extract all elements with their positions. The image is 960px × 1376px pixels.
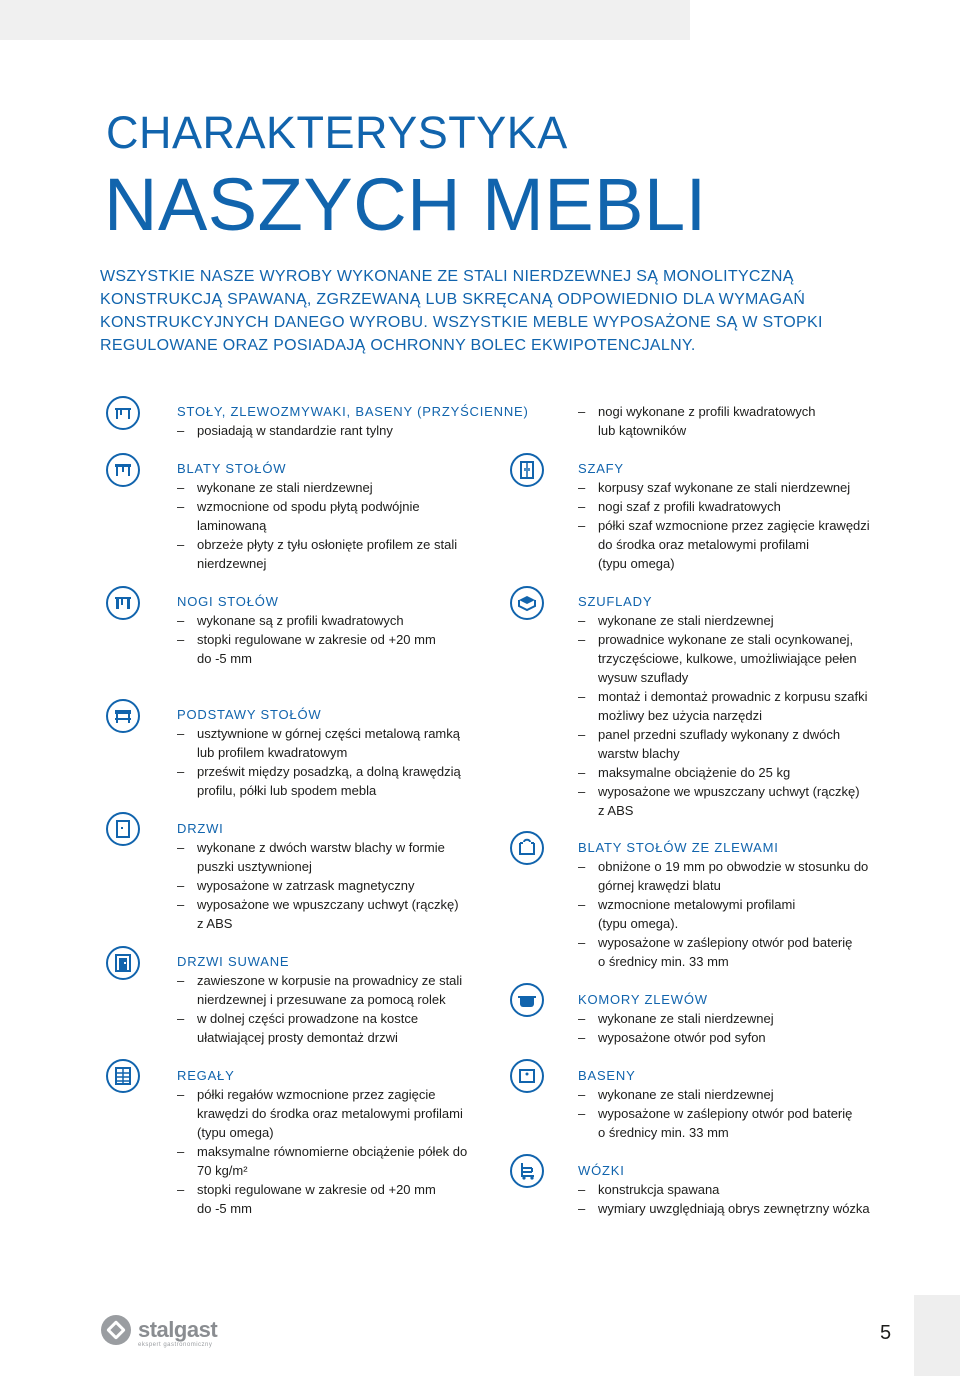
section-heading: REGAŁY (177, 1068, 235, 1083)
top-band (0, 0, 690, 40)
item-line: – prowadnice wykonane ze stali ocynkowanej, (598, 632, 854, 647)
item-line: puszki usztywnionej (197, 859, 312, 874)
list-item (578, 857, 868, 895)
item-line: – konstrukcja spawana (598, 1182, 720, 1197)
section-heading: STOŁY, ZLEWOZMYWAKI, BASENY (PRZYŚCIENNE) (177, 404, 529, 419)
sliding-door-icon (106, 946, 140, 980)
section-heading: BLATY STOŁÓW ZE ZLEWAMI (578, 840, 779, 855)
section-stoly (177, 402, 529, 440)
section-heading: DRZWI (177, 821, 224, 836)
section-heading: SZAFY (578, 461, 624, 476)
list-item (578, 516, 870, 573)
section-regaly (177, 1066, 467, 1218)
stalgast-logo-mark-icon (100, 1314, 132, 1346)
item-line: – półki regałów wzmocnione przez zagięcie (197, 1087, 436, 1102)
section-szuflady (578, 592, 868, 820)
page-title-line2: NASZYCH MEBLI (104, 163, 707, 246)
shelf-icon (106, 1059, 140, 1093)
item-line: ułatwiającej prosty demontaż drzwi (197, 1030, 398, 1045)
door-icon (106, 812, 140, 846)
table-legs-icon (106, 586, 140, 620)
list-item (177, 1085, 467, 1142)
intro-line: WSZYSTKIE NASZE WYROBY WYKONANE ZE STALI NIERDZEWNEJ SĄ MONOLITYCZNĄ (100, 268, 794, 285)
item-line: – nogi szaf z profili kwadratowych (598, 499, 781, 514)
sink-table-icon (510, 831, 544, 865)
list-item (578, 1180, 870, 1199)
item-line: – wymiary uwzględniają obrys zewnętrzny wózka (598, 1201, 870, 1216)
list-item (177, 497, 457, 535)
item-line: – wykonane ze stali nierdzewnej (197, 480, 373, 495)
section-baseny (578, 1066, 852, 1142)
section-blaty (177, 459, 457, 573)
item-line: profilu, półki lub spodem mebla (197, 783, 377, 798)
item-line: z ABS (598, 803, 634, 818)
intro-line: KONSTRUKCYJNYCH DANEGO WYROBU. WSZYSTKIE MEBLE WYPOSAŻONE SĄ W STOPKI (100, 314, 823, 331)
item-line: lub kątowników (598, 423, 687, 438)
stalgast-logo (100, 1314, 217, 1346)
section-blaty-zlewami (578, 838, 868, 971)
list-item (578, 1199, 870, 1218)
list-item (177, 1142, 467, 1180)
list-item (578, 611, 868, 630)
item-line: – obrzeże płyty z tyłu osłonięte profilem ze stali (197, 537, 458, 552)
section-heading: BASENY (578, 1068, 636, 1083)
item-line: – stopki regulowane w zakresie od +20 mm (197, 632, 436, 647)
item-line: – maksymalne obciążenie do 25 kg (598, 765, 791, 780)
section-heading: DRZWI SUWANE (177, 954, 290, 969)
list-item (578, 687, 868, 725)
item-line: trzyczęściowe, kulkowe, umożliwiające pełen (598, 651, 857, 666)
item-line: lub profilem kwadratowym (197, 745, 348, 760)
item-line: krawędzi do środka oraz metalowymi profilami (197, 1106, 463, 1121)
list-item (177, 876, 459, 895)
list-item (578, 497, 870, 516)
intro-line: REGULOWANE ORAZ POSIADAJĄ OCHRONNY BOLEC EKWIPOTENCJALNY. (100, 337, 696, 354)
list-item (578, 478, 870, 497)
item-line: o średnicy min. 33 mm (598, 954, 729, 969)
item-line: – wzmocnione metalowymi profilami (598, 897, 796, 912)
item-line: – usztywnione w górnej części metalową ramką (197, 726, 460, 741)
item-line: – obniżone o 19 mm po obwodzie w stosunku do (598, 859, 869, 874)
list-item (578, 763, 868, 782)
item-line: (typu omega) (598, 556, 675, 571)
item-line: do środka oraz metalowymi profilami (598, 537, 809, 552)
list-item (578, 630, 868, 687)
section-szafy (578, 459, 870, 573)
item-line: laminowaną (197, 518, 267, 533)
basin-icon (510, 1059, 544, 1093)
list-item (578, 1104, 852, 1142)
item-line: – panel przedni szuflady wykonany z dwóch (598, 727, 841, 742)
list-item (578, 725, 868, 763)
item-line: – półki szaf wzmocnione przez zagięcie krawędzi (598, 518, 870, 533)
intro-text (100, 265, 860, 357)
item-line: – wyposażone we wpuszczany uchwyt (rączkę) (598, 784, 860, 799)
table-icon (106, 396, 140, 430)
item-line: – wykonane ze stali nierdzewnej (598, 1011, 774, 1026)
item-line: – w dolnej części prowadzone na kostce (197, 1011, 419, 1026)
corner-block (914, 1295, 960, 1376)
section-drzwi (177, 819, 459, 933)
item-line: – prześwit między posadzką, a dolną krawędzią (197, 764, 461, 779)
item-line: – nogi wykonane z profili kwadratowych (598, 404, 816, 419)
item-line: – posiadają w standardzie rant tylny (197, 423, 393, 438)
item-line: o średnicy min. 33 mm (598, 1125, 729, 1140)
list-item (578, 895, 868, 933)
list-item (177, 421, 529, 440)
list-item (177, 630, 436, 668)
logo-name: stalgast (138, 1317, 218, 1342)
section-wozki (578, 1161, 870, 1218)
list-item (578, 1009, 774, 1028)
item-line: możliwy bez użycia narzędzi (598, 708, 763, 723)
item-line: nierdzewnej (197, 556, 267, 571)
section-heading: SZUFLADY (578, 594, 653, 609)
item-line: – stopki regulowane w zakresie od +20 mm (197, 1182, 436, 1197)
section-heading: WÓZKI (578, 1163, 625, 1178)
list-item (177, 724, 461, 762)
table-base-icon (106, 699, 140, 733)
section-heading: PODSTAWY STOŁÓW (177, 707, 322, 722)
item-line: wysuw szuflady (598, 670, 689, 685)
list-item (177, 971, 462, 1009)
list-item (578, 782, 868, 820)
item-line: – wykonane z dwóch warstw blachy w formie (197, 840, 445, 855)
list-item (177, 1009, 462, 1047)
item-line: 70 kg/m² (197, 1163, 248, 1178)
item-line: do -5 mm (197, 1201, 252, 1216)
cart-icon (510, 1154, 544, 1188)
item-line: – zawieszone w korpusie na prowadnicy ze stali (197, 973, 463, 988)
table-top-icon (106, 453, 140, 487)
item-line: – wyposażone we wpuszczany uchwyt (rączkę) (197, 897, 459, 912)
item-line: – montaż i demontaż prowadnic z korpusu szafki (598, 689, 868, 704)
item-line: – wykonane ze stali nierdzewnej (598, 1087, 774, 1102)
item-line: – wyposażone otwór pod syfon (598, 1030, 766, 1045)
section-komory (578, 990, 774, 1047)
section-nogi (177, 592, 436, 668)
list-item (177, 611, 436, 630)
list-item (578, 1028, 774, 1047)
list-item (177, 478, 457, 497)
sink-bowl-icon (510, 983, 544, 1017)
item-line: – wyposażone w zaślepiony otwór pod baterię (598, 1106, 853, 1121)
item-line: (typu omega). (598, 916, 679, 931)
item-line: – wykonane ze stali nierdzewnej (598, 613, 774, 628)
item-line: nierdzewnej i przesuwane za pomocą rolek (197, 992, 446, 1007)
item-line: – korpusy szaf wykonane ze stali nierdzewnej (598, 480, 851, 495)
item-line: – wyposażone w zaślepiony otwór pod baterię (598, 935, 853, 950)
list-item (578, 402, 816, 440)
section-heading: NOGI STOŁÓW (177, 594, 279, 609)
intro-line: KONSTRUKCJĄ SPAWANĄ, ZGRZEWANĄ LUB SKRĘCANĄ ODPOWIEDNIO DLA WYMAGAŃ (100, 291, 806, 308)
list-item (177, 762, 461, 800)
section-stoly-cont (578, 402, 816, 440)
item-line: – wyposażone w zatrzask magnetyczny (197, 878, 415, 893)
list-item (177, 535, 457, 573)
item-line: – wzmocnione od spodu płytą podwójnie (197, 499, 420, 514)
drawer-icon (510, 586, 544, 620)
page-number: 5 (880, 1322, 892, 1344)
section-drzwi-suwane (177, 952, 462, 1047)
item-line: do -5 mm (197, 651, 252, 666)
cabinet-icon (510, 453, 544, 487)
item-line: (typu omega) (197, 1125, 274, 1140)
item-line: warstw blachy (598, 746, 680, 761)
item-line: górnej krawędzi blatu (598, 878, 721, 893)
logo-tagline: ekspert gastronomiczny (138, 1342, 213, 1348)
section-heading: KOMORY ZLEWÓW (578, 992, 708, 1007)
item-line: – maksymalne równomierne obciążenie półek do (197, 1144, 468, 1159)
list-item (578, 933, 868, 971)
section-heading: BLATY STOŁÓW (177, 461, 287, 476)
item-line: – wykonane są z profili kwadratowych (197, 613, 404, 628)
list-item (177, 1180, 467, 1218)
list-item (177, 895, 459, 933)
item-line: z ABS (197, 916, 233, 931)
section-podstawy (177, 705, 461, 800)
page-title-line1: CHARAKTERYSTYKA (106, 107, 568, 158)
list-item (177, 838, 459, 876)
list-item (578, 1085, 852, 1104)
